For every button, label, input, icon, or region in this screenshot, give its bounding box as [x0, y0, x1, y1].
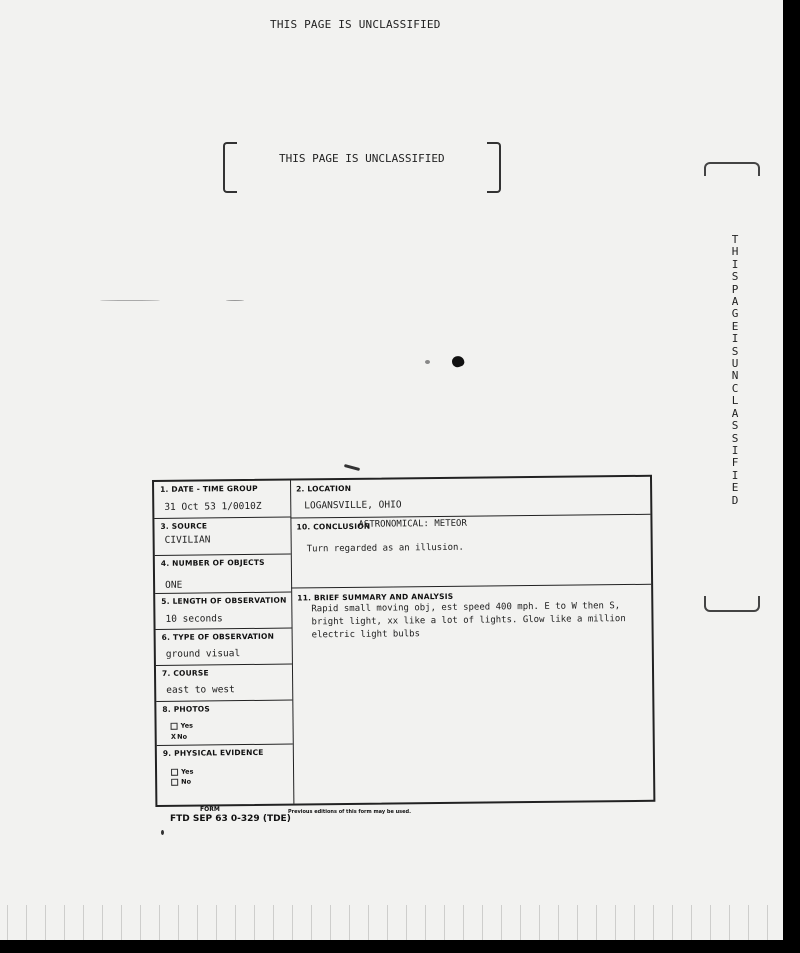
conclusion-label: 10. CONCLUSION [296, 521, 371, 532]
speck [100, 300, 160, 301]
project-card-form [152, 475, 655, 807]
summary-line-2: bright light, xx like a lot of lights. Glow like a million [311, 614, 626, 628]
scan-noise [0, 905, 783, 940]
ink-blot [450, 354, 465, 368]
checkbox-icon [171, 722, 178, 729]
previous-editions-note: Previous editions of this form may be used. [288, 809, 412, 815]
photos-no-option: xNo [170, 731, 188, 742]
field-photos: 8. PHOTOS Yes xNo [156, 701, 292, 746]
field-course: 7. COURSE east to west [156, 665, 292, 702]
field-date-time-group: 1. DATE - TIME GROUP 31 Oct 53 1/0010Z [154, 481, 290, 519]
conclusion-value: ASTRONOMICAL: METEOR [358, 518, 467, 530]
checked-mark-icon: x [170, 731, 177, 742]
brief-summary-label: 11. BRIEF SUMMARY AND ANALYSIS [297, 591, 454, 603]
evidence-no-option: No [171, 778, 191, 786]
photos-yes-option: Yes [171, 722, 193, 730]
field-physical-evidence: 9. PHYSICAL EVIDENCE Yes No [162, 747, 264, 786]
source-value: CIVILIAN [164, 534, 211, 546]
stamp-bracket-left [223, 142, 237, 193]
field-number-of-objects: 4. NUMBER OF OBJECTS ONE [155, 555, 291, 594]
evidence-yes-option: Yes [171, 768, 193, 776]
location-value: LOGANSVILLE, OHIO [304, 499, 402, 512]
summary-line-3: electric light bulbs [311, 629, 421, 641]
classification-stamp-box [223, 142, 501, 189]
date-time-value: 31 Oct 53 1/0010Z [164, 500, 262, 513]
conclusion-note: Turn regarded as an illusion. [306, 542, 464, 555]
classification-banner-top: THIS PAGE IS UNCLASSIFIED [270, 18, 441, 31]
classification-banner-side: THIS PAGE IS UNCLASSIFIED [731, 233, 739, 507]
speck [161, 830, 164, 835]
field-source: 3. SOURCE CIVILIAN [154, 518, 290, 556]
speck [425, 360, 430, 364]
form-number: FTD SEP 63 0-329 (TDE) [170, 814, 291, 824]
form-word: FORM [200, 806, 220, 813]
classification-stamp-text: THIS PAGE IS UNCLASSIFIED [279, 152, 445, 165]
course-value: east to west [166, 684, 235, 696]
summary-line-1: Rapid small moving obj, est speed 400 mph. E to W then S, [311, 601, 621, 615]
length-of-observation-value: 10 seconds [165, 613, 223, 625]
checkbox-icon [171, 778, 178, 785]
field-type-of-observation: 6. TYPE OF OBSERVATION ground visual [156, 629, 292, 666]
type-of-observation-value: ground visual [165, 648, 241, 660]
stamp-bracket-right [487, 142, 501, 193]
location-label: 2. LOCATION [296, 483, 352, 494]
mark-stroke [344, 464, 360, 471]
speck [226, 300, 244, 301]
number-of-objects-value: ONE [165, 579, 183, 591]
checkbox-icon [171, 768, 178, 775]
field-length-of-observation: 5. LENGTH OF OBSERVATION 10 seconds [155, 593, 291, 630]
